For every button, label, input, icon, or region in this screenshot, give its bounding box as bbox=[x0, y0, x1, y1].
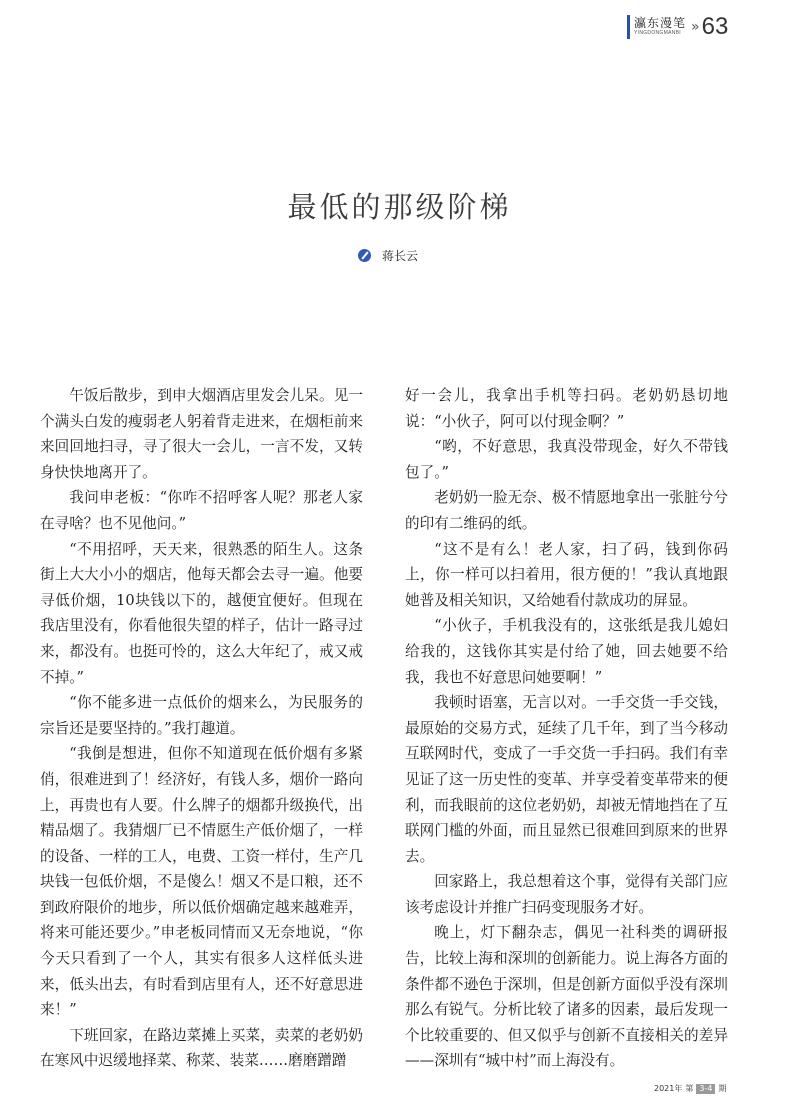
paragraph: 老奶奶一脸无奈、极不情愿地拿出一张脏兮兮的印有二维码的纸。 bbox=[405, 489, 728, 532]
body-column-right bbox=[405, 383, 728, 1074]
paragraph: “你不能多进一点低价的烟来么，为民服务的宗旨还是要坚持的。”我打趣道。 bbox=[40, 694, 363, 737]
issue-badge: 3-4 bbox=[696, 1084, 715, 1094]
page-header bbox=[627, 14, 728, 40]
paragraph: 晚上，灯下翻杂志，偶见一社科类的调研报告，比较上海和深圳的创新能力。说上海各方面的条件都不逊色于深圳，但是创新方面似乎没有深圳那么有锐气。分析比较了诸多的因素，最后发现一个比较重要的、但又似乎与创新不直接相关的差异——深圳有“城中村”而上海没有。 bbox=[405, 924, 728, 1070]
paragraph-continued: 好一会儿，我拿出手机等扫码。老奶奶恳切地说：“小伙子，阿可以付现金啊？” bbox=[405, 387, 728, 430]
paragraph: “我倒是想进，但你不知道现在低价烟有多紧俏，很难进到了！经济好，有钱人多，烟价一路向上，再贵也有人要。什么牌子的烟都升级换代，出精品烟了。我猜烟厂已不情愿生产低价烟了，一样的设备、一样的工人，电费、工资一样付，生产几块钱一包低价烟，不是傻么！烟又不是口粮，还不到政府限价的地步，所以低价烟确定越来越难弄，将来可能还要少。”申老板同情而又无奈地说，“你今天只看到了一个人，其实有很多人这样低头进来，低头出去，有时看到店里有人，还不好意思进来！” bbox=[40, 745, 363, 1019]
author-name: 蒋长云 bbox=[382, 249, 419, 263]
article-title: 最低的那级阶梯 bbox=[287, 190, 512, 224]
paragraph: 我顿时语塞，无言以对。一手交货一手交钱，最原始的交易方式，延续了几千年，到了当今移动互联网时代，变成了一手交货一手扫码。我们有幸见证了这一历史性的变革、并享受着变革带来的便利，而我眼前的这位老奶奶，却被无情地挡在了互联网门槛的外面，而且显然已很难回到原来的世界去。 bbox=[405, 694, 728, 865]
paragraph: 午饭后散步，到申大烟酒店里发会儿呆。见一个满头白发的瘦弱老人躬着背走进来，在烟柜前来来回回地扫寻，寻了很大一会儿，一言不发，又转身快快地离开了。 bbox=[40, 387, 363, 481]
paragraph: 下班回家，在路边菜摊上买菜，卖菜的老奶奶在寒风中迟缓地择菜、称菜、装菜……磨磨蹭蹭 bbox=[40, 1026, 363, 1070]
paragraph: “这不是有么！老人家，扫了码，钱到你码上，你一样可以扫着用，很方便的！”我认真地跟她普及相关知识，又给她看付款成功的屏显。 bbox=[405, 540, 728, 609]
paragraph: 我问申老板：“你咋不招呼客人呢？那老人家在寻啥？也不见他问。” bbox=[40, 489, 363, 532]
header-accent-bar bbox=[627, 15, 630, 39]
body-column-left bbox=[40, 383, 363, 1074]
paragraph: “小伙子，手机我没有的，这张纸是我儿媳妇给我的，这钱你其实是付给了她，回去她要不给我，我也不好意思问她要啊！” bbox=[405, 617, 728, 686]
double-chevron-icon: » bbox=[691, 19, 700, 35]
paragraph: “不用招呼，天天来，很熟悉的陌生人。这条街上大大小小的烟店，他每天都会去寻一遍。他要寻低价烟，10块钱以下的，越便宜便好。但现在我店里没有，你看他很失望的样子，估计一路寻过来，都没有。也挺可怜的，这么大年纪了，戒又戒不掉。” bbox=[40, 540, 363, 686]
pen-icon bbox=[358, 249, 371, 262]
column-name-block bbox=[634, 17, 686, 37]
column-pinyin: YINGDONGMANBI bbox=[634, 30, 681, 36]
author-line bbox=[358, 247, 418, 264]
paragraph: 回家路上，我总想着这个事，觉得有关部门应该考虑设计并推广扫码变现服务才好。 bbox=[405, 873, 728, 916]
footer-year: 2021年 bbox=[654, 1084, 683, 1093]
page-number: 63 bbox=[701, 13, 729, 40]
paragraph: “哟，不好意思，我真没带现金，好久不带钱包了。” bbox=[405, 438, 728, 481]
page-footer bbox=[654, 1083, 726, 1094]
column-name: 瀛东漫笔 bbox=[634, 16, 687, 30]
footer-qi: 期 bbox=[718, 1084, 727, 1093]
footer-di: 第 bbox=[685, 1084, 694, 1093]
